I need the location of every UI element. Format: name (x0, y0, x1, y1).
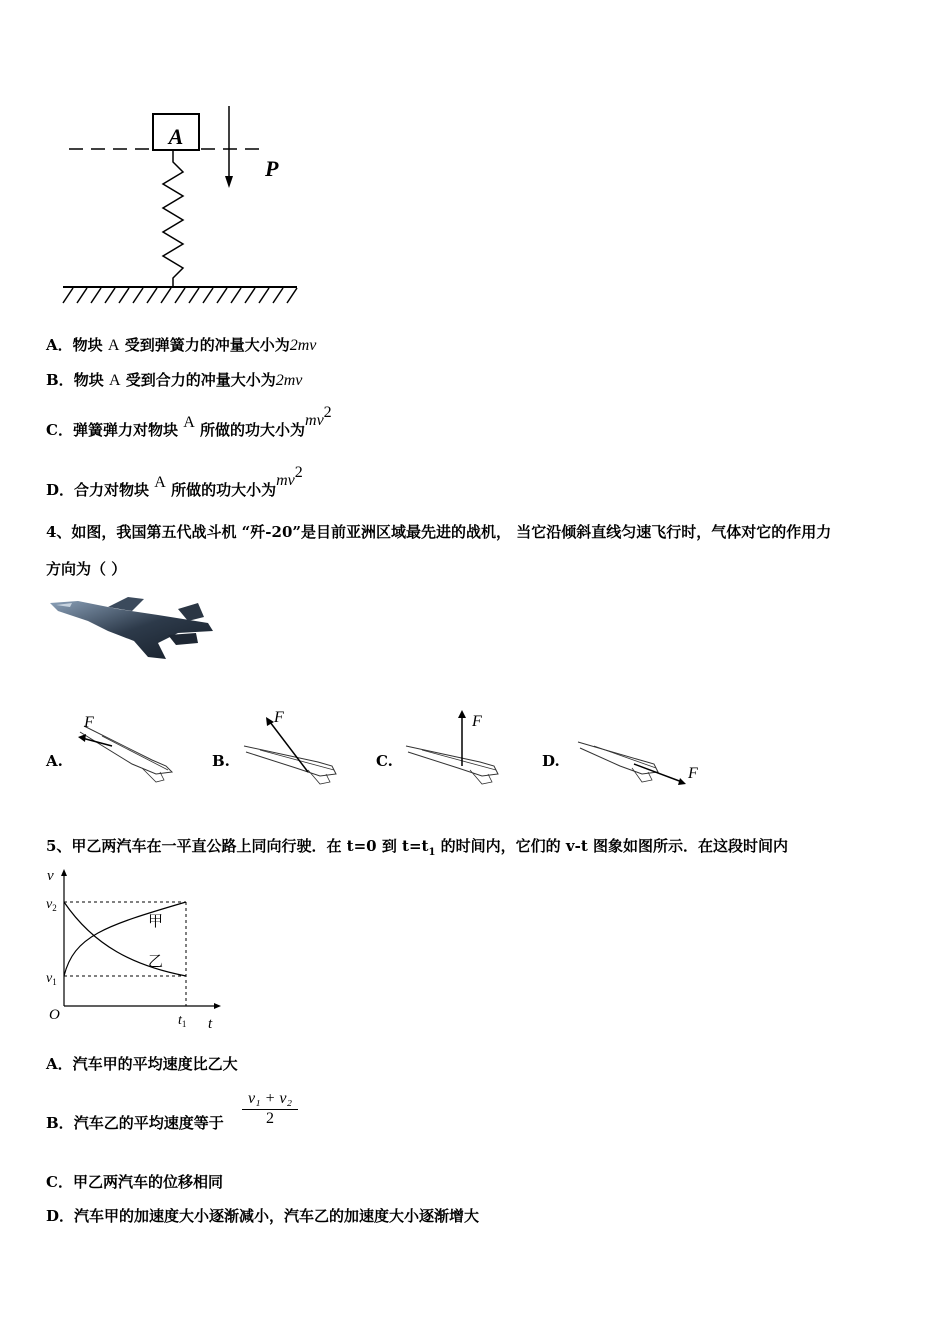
q4-option-d-label[interactable]: D. (542, 752, 560, 770)
spring (163, 150, 183, 286)
q4-option-c-diagram[interactable] (402, 708, 512, 788)
q4-stem-line2: 方向为（ ） (46, 560, 127, 578)
v-axis-label: v (47, 868, 54, 884)
fraction (242, 1090, 298, 1128)
q5-option-d[interactable]: D．汽车甲的加速度大小逐渐减小，汽车乙的加速度大小逐渐增大 (46, 1207, 480, 1225)
q5-option-c[interactable]: C．甲乙两汽车的位移相同 (46, 1173, 223, 1191)
q5-option-a[interactable]: A．汽车甲的平均速度比乙大 (46, 1055, 238, 1073)
t1-label: $t_1$ (178, 1013, 187, 1029)
q4-option-b-label[interactable]: B. (212, 752, 230, 770)
q4-option-a-label[interactable]: A. (46, 752, 63, 770)
arrow-p-label: P (265, 156, 279, 181)
q4-option-d-diagram[interactable] (574, 734, 709, 794)
jia-label: 甲 (148, 912, 164, 930)
q4-option-b-diagram[interactable] (240, 708, 350, 788)
q5-stem: 5、甲乙两汽车在一平直公路上同向行驶．在 t=0 到 $t=t_1$ 的时间内，它们的 v-t 图象如图所示．在这段时间内 (46, 837, 788, 858)
force-label-c: F (472, 713, 482, 730)
t-axis-label: t (208, 1016, 213, 1032)
origin-label: O (49, 1007, 60, 1023)
force-label-b: F (274, 709, 284, 726)
fraction-denominator: 2 (266, 1110, 274, 1127)
fraction-numerator: v₁ + v₂ (242, 1090, 298, 1110)
v2-label: $v_2$ (46, 897, 57, 913)
q3-option-b[interactable]: B．物块 A 受到合力的冲量大小为2mv (46, 371, 303, 389)
curve-jia (64, 902, 186, 976)
force-label-d: F (688, 765, 698, 782)
vt-graph (44, 866, 234, 1036)
fighter-jet-image (48, 595, 218, 665)
q4-stem-line1: 4、如图，我国第五代战斗机 “歼-20”是目前亚洲区域最先进的战机， 当它沿倾斜直线匀速飞行时，气体对它的作用力 (46, 523, 832, 541)
yi-label: 乙 (148, 952, 164, 970)
q4-option-a-diagram[interactable] (72, 712, 182, 787)
q3-option-a[interactable]: A．物块 A 受到弹簧力的冲量大小为2mv (46, 336, 317, 354)
v1-label: $v_1$ (46, 971, 57, 987)
q4-option-c-label[interactable]: C. (376, 752, 393, 770)
force-label-a: F (84, 714, 94, 731)
spring-figure (55, 100, 315, 310)
q3-option-d[interactable]: D．合力对物块 A 所做的功大小为$mv^2$ (46, 464, 303, 499)
q3-option-c[interactable]: C．弹簧弹力对物块 A 所做的功大小为$mv^2$ (46, 404, 332, 439)
curve-yi (64, 902, 186, 976)
ground-hatch (63, 288, 297, 303)
block-label: A (168, 124, 184, 149)
q5-option-b[interactable]: B．汽车乙的平均速度等于 (46, 1114, 224, 1132)
